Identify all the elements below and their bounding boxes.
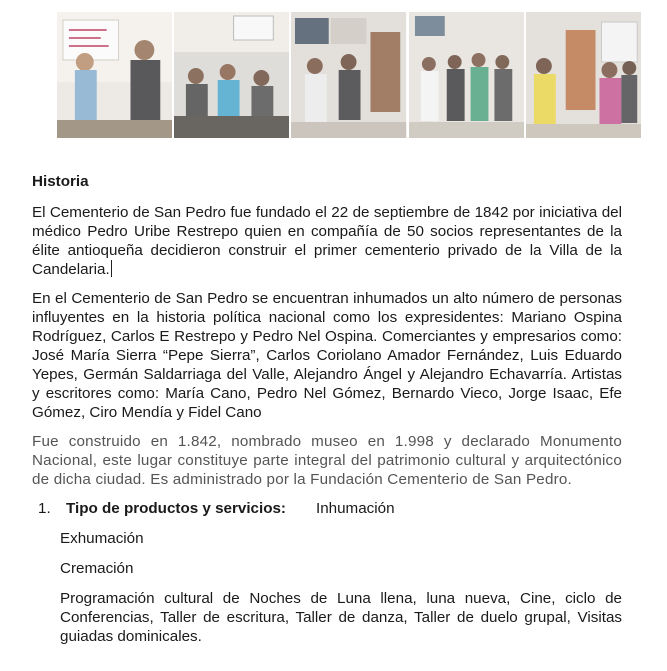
photo-group-1 <box>57 12 172 138</box>
service-cultural-programming: Programación cultural de Noches de Luna llena, luna nueva, Cine, ciclo de Conferencias, Taller de escritura, Taller de danza, Taller de duelo grupal, Visitas guiadas dominicales. <box>60 590 622 645</box>
photo-group-4 <box>409 12 524 138</box>
service-exhumation: Exhumación <box>60 530 144 547</box>
section-heading: Historia <box>32 173 89 190</box>
paragraph-founding <box>32 203 622 279</box>
photo-group-3 <box>291 12 406 138</box>
paragraph-founding-text: El Cementerio de San Pedro fue fundado el 22 de septiembre de 1842 por iniciativa del médico Pedro Uribe Restrepo quien en compañía de 50 socios representantes de la élite antioqueña decidieron construir el primer cementerio privado de la Villa de la Candelaria. <box>32 204 622 278</box>
list-item <box>32 499 622 518</box>
document-body <box>32 172 622 646</box>
list-number: 1. <box>38 500 51 517</box>
photo-group-2 <box>174 12 289 138</box>
services-list <box>32 499 622 646</box>
paragraph-museum-status: Fue construido en 1.842, nombrado museo en 1.998 y declarado Monumento Nacional, este lugar constituye parte integral del patrimonio cultural y arquitectónico de dicha ciudad. Es administrado por la Fundación Cementerio de San Pedro. <box>32 433 622 488</box>
photo-strip <box>57 12 641 138</box>
service-cremation: Cremación <box>60 560 134 577</box>
list-title-value: Inhumación <box>316 500 395 517</box>
text-cursor <box>111 260 112 277</box>
list-title: Tipo de productos y servicios: <box>66 500 286 517</box>
photo-group-5 <box>526 12 641 138</box>
paragraph-notable-burials: En el Cementerio de San Pedro se encuentran inhumados un alto número de personas influyentes en la historia política nacional como los expresidentes: Mariano Ospina Rodríguez, Carlos E Restrepo y Pedro Nel Ospina. Comerciantes y empresarios como: José María Sierra “Pepe Sierra”, Carlos Coriolano Amador Fernández, Luis Eduardo Yepes, Germán Saldarriaga del Valle, Alejandro Ángel y Alejandro Echavarría. Artistas y escritores como: María Cano, Pedro Nel Gómez, Bernardo Vieco, Jorge Isaac, Efe Gómez, Ciro Mendía y Fidel Cano <box>32 290 622 421</box>
